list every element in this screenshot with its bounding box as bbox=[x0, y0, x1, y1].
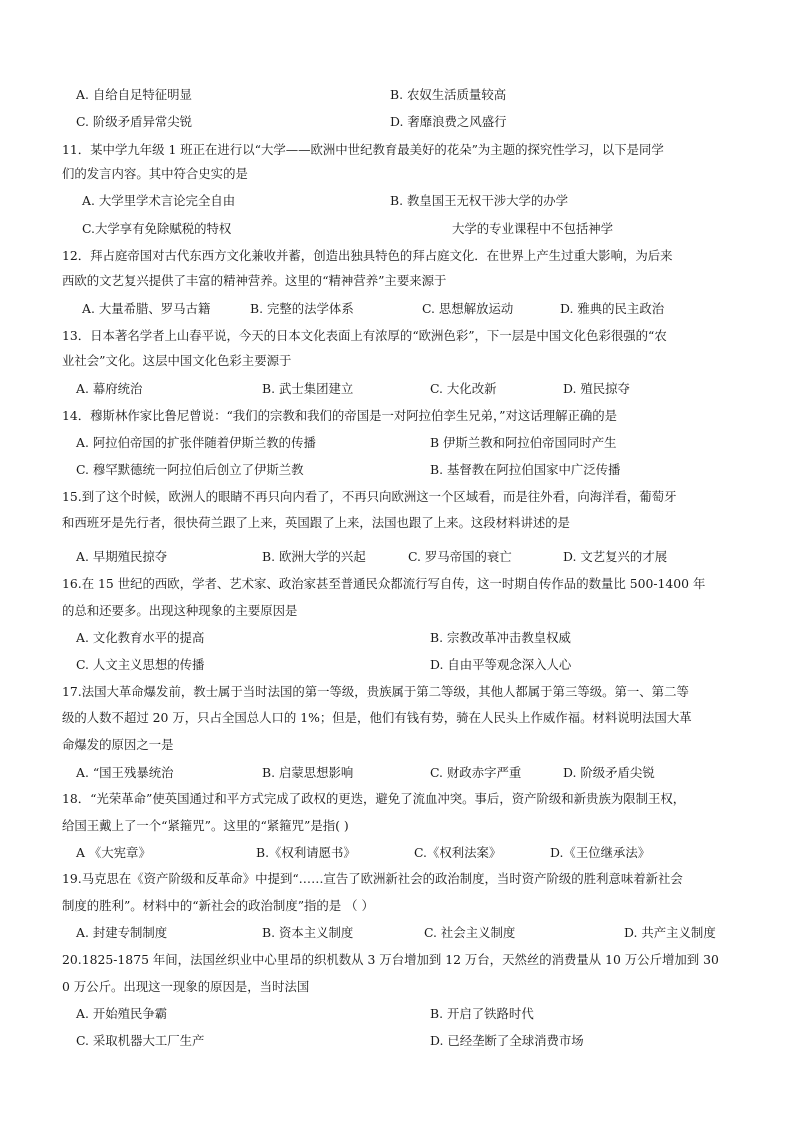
q16-option-a: A. 文化教育水平的提高 bbox=[76, 630, 205, 645]
q18-option-d: D.《王位继承法》 bbox=[550, 845, 651, 860]
q16-option-b: B. 宗教改革冲击教皇权威 bbox=[430, 630, 571, 645]
q12-stem-line2: 西欧的文艺复兴提供了丰富的精神营养。这里的“精神营养”主要来源于 bbox=[62, 273, 447, 288]
q11-option-b: B. 教皇国王无权干涉大学的办学 bbox=[390, 193, 569, 208]
q10-option-d: D. 奢靡浪费之风盛行 bbox=[390, 114, 507, 129]
q16-option-c: C. 人文主义思想的传播 bbox=[76, 657, 205, 672]
q12-option-a: A. 大量希腊、罗马古籍 bbox=[82, 301, 211, 316]
q19-option-d: D. 共产主义制度 bbox=[624, 925, 716, 940]
q11-stem-line2: 们的发言内容。其中符合史实的是 bbox=[62, 166, 248, 181]
q17-option-b: B. 启蒙思想影响 bbox=[262, 765, 354, 780]
q14-option-b: B 伊斯兰教和阿拉伯帝国同时产生 bbox=[430, 435, 617, 450]
q14-option-d: B. 基督教在阿拉伯国家中广泛传播 bbox=[430, 462, 621, 477]
q12-option-b: B. 完整的法学体系 bbox=[250, 301, 354, 316]
q13-option-a: A. 幕府统治 bbox=[76, 381, 143, 396]
q16-option-d: D. 自由平等观念深入人心 bbox=[430, 657, 572, 672]
q13-option-c: C. 大化改新 bbox=[430, 381, 497, 396]
q11-stem-line1: 11．某中学九年级 1 班正在进行以“大学——欧洲中世纪教育最美好的花朵”为主题的探究性学习，以下是同学 bbox=[62, 142, 664, 157]
q15-stem-line2: 和西班牙是先行者，很快荷兰跟了上来，英国跟了上来，法国也跟了上来。这段材料讲述的是 bbox=[62, 515, 571, 530]
q12-option-c: C. 思想解放运动 bbox=[422, 301, 514, 316]
q10-option-b: B. 农奴生活质量较高 bbox=[390, 87, 507, 102]
q11-option-d: 大学的专业课程中不包括神学 bbox=[452, 221, 614, 236]
q17-stem-line3: 命爆发的原因之一是 bbox=[62, 737, 174, 752]
q17-option-c: C. 财政赤字严重 bbox=[430, 765, 522, 780]
q18-stem-line1: 18．“光荣革命”使英国通过和平方式完成了政权的更迭，避免了流血冲突。事后，资产阶级和新贵族为限制王权， bbox=[62, 791, 686, 806]
q11-option-a: A. 大学里学术言论完全自由 bbox=[82, 193, 236, 208]
q18-stem-line2: 给国王戴上了一个“紧箍咒”。这里的“紧箍咒”是指( ) bbox=[62, 818, 349, 833]
q15-stem-line1: 15.到了这个时候，欧洲人的眼睛不再只向内看了，不再只向欧洲这一个区域看，而是往外看，向海洋看，葡萄牙 bbox=[62, 489, 677, 504]
q12-stem-line1: 12．拜占庭帝国对古代东西方文化兼收并蓄，创造出独具特色的拜占庭文化．在世界上产生过重大影响，为后来 bbox=[62, 248, 673, 263]
q15-option-c: C. 罗马帝国的衰亡 bbox=[408, 549, 512, 564]
q19-stem-line1: 19.马克思在《资产阶级和反革命》中提到“……宣告了欧洲新社会的政治制度，当时资产阶级的胜利意味着新社会 bbox=[62, 871, 683, 886]
q15-option-d: D. 文艺复兴的才展 bbox=[563, 549, 668, 564]
q18-option-a: A 《大宪章》 bbox=[76, 845, 151, 860]
q17-option-d: D. 阶级矛盾尖锐 bbox=[563, 765, 655, 780]
q17-stem-line1: 17.法国大革命爆发前，教士属于当时法国的第一等级，贵族属于第二等级，其他人都属于第三等级。第一、第二等 bbox=[62, 684, 689, 699]
q11-option-c: C.大学享有免除赋税的特权 bbox=[82, 221, 232, 236]
q14-option-c: C. 穆罕默德统一阿拉伯后创立了伊斯兰教 bbox=[76, 462, 304, 477]
q14-option-a: A. 阿拉伯帝国的扩张伴随着伊斯兰教的传播 bbox=[76, 435, 316, 450]
q13-stem-line1: 13．日本著名学者上山春平说，今天的日本文化表面上有浓厚的“欧洲色彩”，下一层是中国文化色彩很强的“农 bbox=[62, 328, 667, 343]
q10-option-a: A. 自给自足特征明显 bbox=[76, 87, 192, 102]
q13-option-b: B. 武士集团建立 bbox=[262, 381, 354, 396]
q19-option-a: A. 封建专制制度 bbox=[76, 925, 168, 940]
q18-option-b: B.《权利请愿书》 bbox=[256, 845, 356, 860]
q17-option-a: A. “国王残暴统治 bbox=[76, 765, 174, 780]
q19-stem-line2: 制度的胜利”。材料中的“新社会的政治制度”指的是 （ ） bbox=[62, 898, 374, 913]
q20-option-d: D. 已经垄断了全球消费市场 bbox=[430, 1033, 584, 1048]
q19-option-b: B. 资本主义制度 bbox=[262, 925, 354, 940]
q13-stem-line2: 业社会”文化。这层中国文化色彩主要源于 bbox=[62, 353, 292, 368]
q17-stem-line2: 级的人数不超过 20 万，只占全国总人口的 1%；但是，他们有钱有势，骑在人民头上作威作福。材料说明法国大革 bbox=[62, 710, 692, 725]
q20-stem-line1: 20.1825-1875 年间，法国丝织业中心里昂的织机数从 3 万台增加到 12 万台，天然丝的消费量从 10 万公斤增加到 30 bbox=[62, 952, 719, 967]
q20-stem-line2: 0 万公斤。出现这一现象的原因是，当时法国 bbox=[62, 979, 310, 994]
q13-option-d: D. 殖民掠夺 bbox=[563, 381, 630, 396]
q20-option-b: B. 开启了铁路时代 bbox=[430, 1006, 534, 1021]
q16-stem-line2: 的总和还要多。出现这种现象的主要原因是 bbox=[62, 603, 298, 618]
q20-option-a: A. 开始殖民争霸 bbox=[76, 1006, 168, 1021]
q20-option-c: C. 采取机器大工厂生产 bbox=[76, 1033, 205, 1048]
q14-stem-line1: 14．穆斯林作家比鲁尼曾说：“我们的宗教和我们的帝国是一对阿拉伯孪生兄弟，”对这话理解正确的是 bbox=[62, 408, 618, 423]
q10-option-c: C. 阶级矛盾异常尖锐 bbox=[76, 114, 193, 129]
q15-option-b: B. 欧洲大学的兴起 bbox=[262, 549, 366, 564]
q19-option-c: C. 社会主义制度 bbox=[424, 925, 516, 940]
q16-stem-line1: 16.在 15 世纪的西欧，学者、艺术家、政治家甚至普通民众都流行写自传，这一时期自传作品的数量比 500-1400 年 bbox=[62, 576, 706, 591]
q12-option-d: D. 雅典的民主政治 bbox=[560, 301, 665, 316]
q18-option-c: C.《权利法案》 bbox=[414, 845, 502, 860]
q15-option-a: A. 早期殖民掠夺 bbox=[76, 549, 168, 564]
